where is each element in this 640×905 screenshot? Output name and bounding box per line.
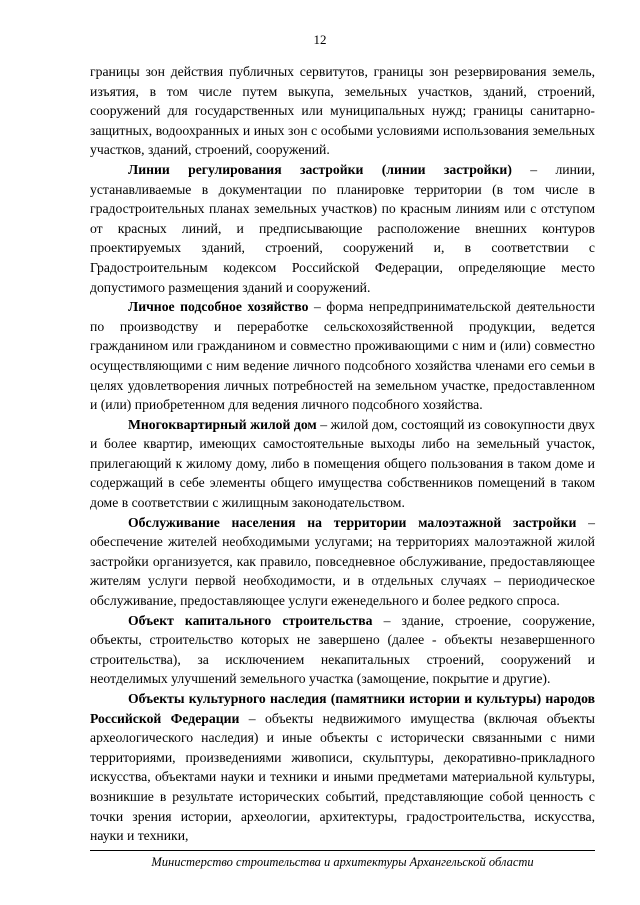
paragraph-continuation bbox=[90, 62, 595, 160]
document-body bbox=[90, 62, 595, 846]
definition-text: – линии, устанавливаемые в документации по планировке территории (в том числе в градостроительных планах земельных участков) по красным линиям или с отступом от красных линий, и предписывающие расположение внешних контуров проектируемых зданий, строений, сооружений и, в соответствии с Градостроительным кодексом Российской Федерации, определяющие место допустимого размещения зданий и сооружений. bbox=[90, 161, 595, 295]
definition-text: – объекты недвижимого имущества (включая объекты археологического наследия) и иные объекты с исторически связанными с ними территориями, произведениями живописи, скульптуры, декоративно-прикладного искусства, объектами науки и техники и иными предметами материальной культуры, возникшие в результате исторических событий, представляющие собой ценность с точки зрения истории, археологии, архитектуры, градостроительства, искусства, науки и техники, bbox=[90, 710, 595, 844]
definition-term: Многоквартирный жилой дом bbox=[128, 416, 317, 432]
definition-term: Обслуживание населения на территории малоэтажной застройки bbox=[128, 514, 577, 530]
page-footer: Министерство строительства и архитектуры Архангельской области bbox=[151, 855, 534, 869]
paragraph-text: границы зон действия публичных сервитутов, границы зон резервирования земель, изъятия, в том числе путем выкупа, земельных участков, зданий, строений, сооружений для государственных или муниципальных нужд; границы санитарно-защитных, водоохранных и иных зон с особыми условиями использования земельных участков, зданий, строений, сооружений. bbox=[90, 64, 595, 158]
definition-text: – форма непредпринимательской деятельности по производству и переработке сельскохозяйственной продукции, ведется гражданином или гражданином и совместно проживающими с ним и (или) совместно осуществляющими с ним ведение личного подсобного хозяйства членами его семьи в целях удовлетворения личных потребностей на земельном участке, предоставленном и (или) приобретенном для ведения личного подсобного хозяйства. bbox=[90, 299, 595, 413]
definition-term: Линии регулирования застройки (линии застройки) bbox=[128, 161, 512, 177]
definition-paragraph bbox=[90, 513, 595, 611]
definition-paragraph bbox=[90, 415, 595, 513]
definition-paragraph bbox=[90, 160, 595, 297]
page-number: 12 bbox=[313, 32, 327, 47]
definition-text: – обеспечение жителей необходимыми услугами; на территориях малоэтажной жилой застройки организуется, как правило, повседневное обслуживание, предоставляющее жителям услуги первой необходимости, и в отдельных случаях – периодическое обслуживание, предоставляющее услуги еженедельного и более редкого спроса. bbox=[90, 514, 595, 609]
footer-divider bbox=[90, 850, 595, 851]
definition-term: Личное подсобное хозяйство bbox=[128, 299, 309, 315]
definition-term: Объект капитального строительства bbox=[128, 612, 373, 628]
definition-term: Объекты культурного наследия (памятники истории и культуры) народов Российской Федерации bbox=[90, 691, 595, 726]
definition-paragraph bbox=[90, 297, 595, 415]
definition-paragraph bbox=[90, 689, 595, 846]
definition-text: – жилой дом, состоящий из совокупности двух и более квартир, имеющих самостоятельные выходы либо на земельный участок, прилегающий к жилому дому, либо в помещения общего пользования в таком доме и содержащий в себе элементы общего имущества собственников помещений в таком доме в соответствии с жилищным законодательством. bbox=[90, 416, 595, 511]
definition-text: – здание, строение, сооружение, объекты, строительство которых не завершено (далее - объекты незавершенного строительства), за исключением некапитальных строений, сооружений и неотделимых улучшений земельного участка (замощение, покрытие и другие). bbox=[90, 612, 595, 687]
definition-paragraph bbox=[90, 611, 595, 689]
